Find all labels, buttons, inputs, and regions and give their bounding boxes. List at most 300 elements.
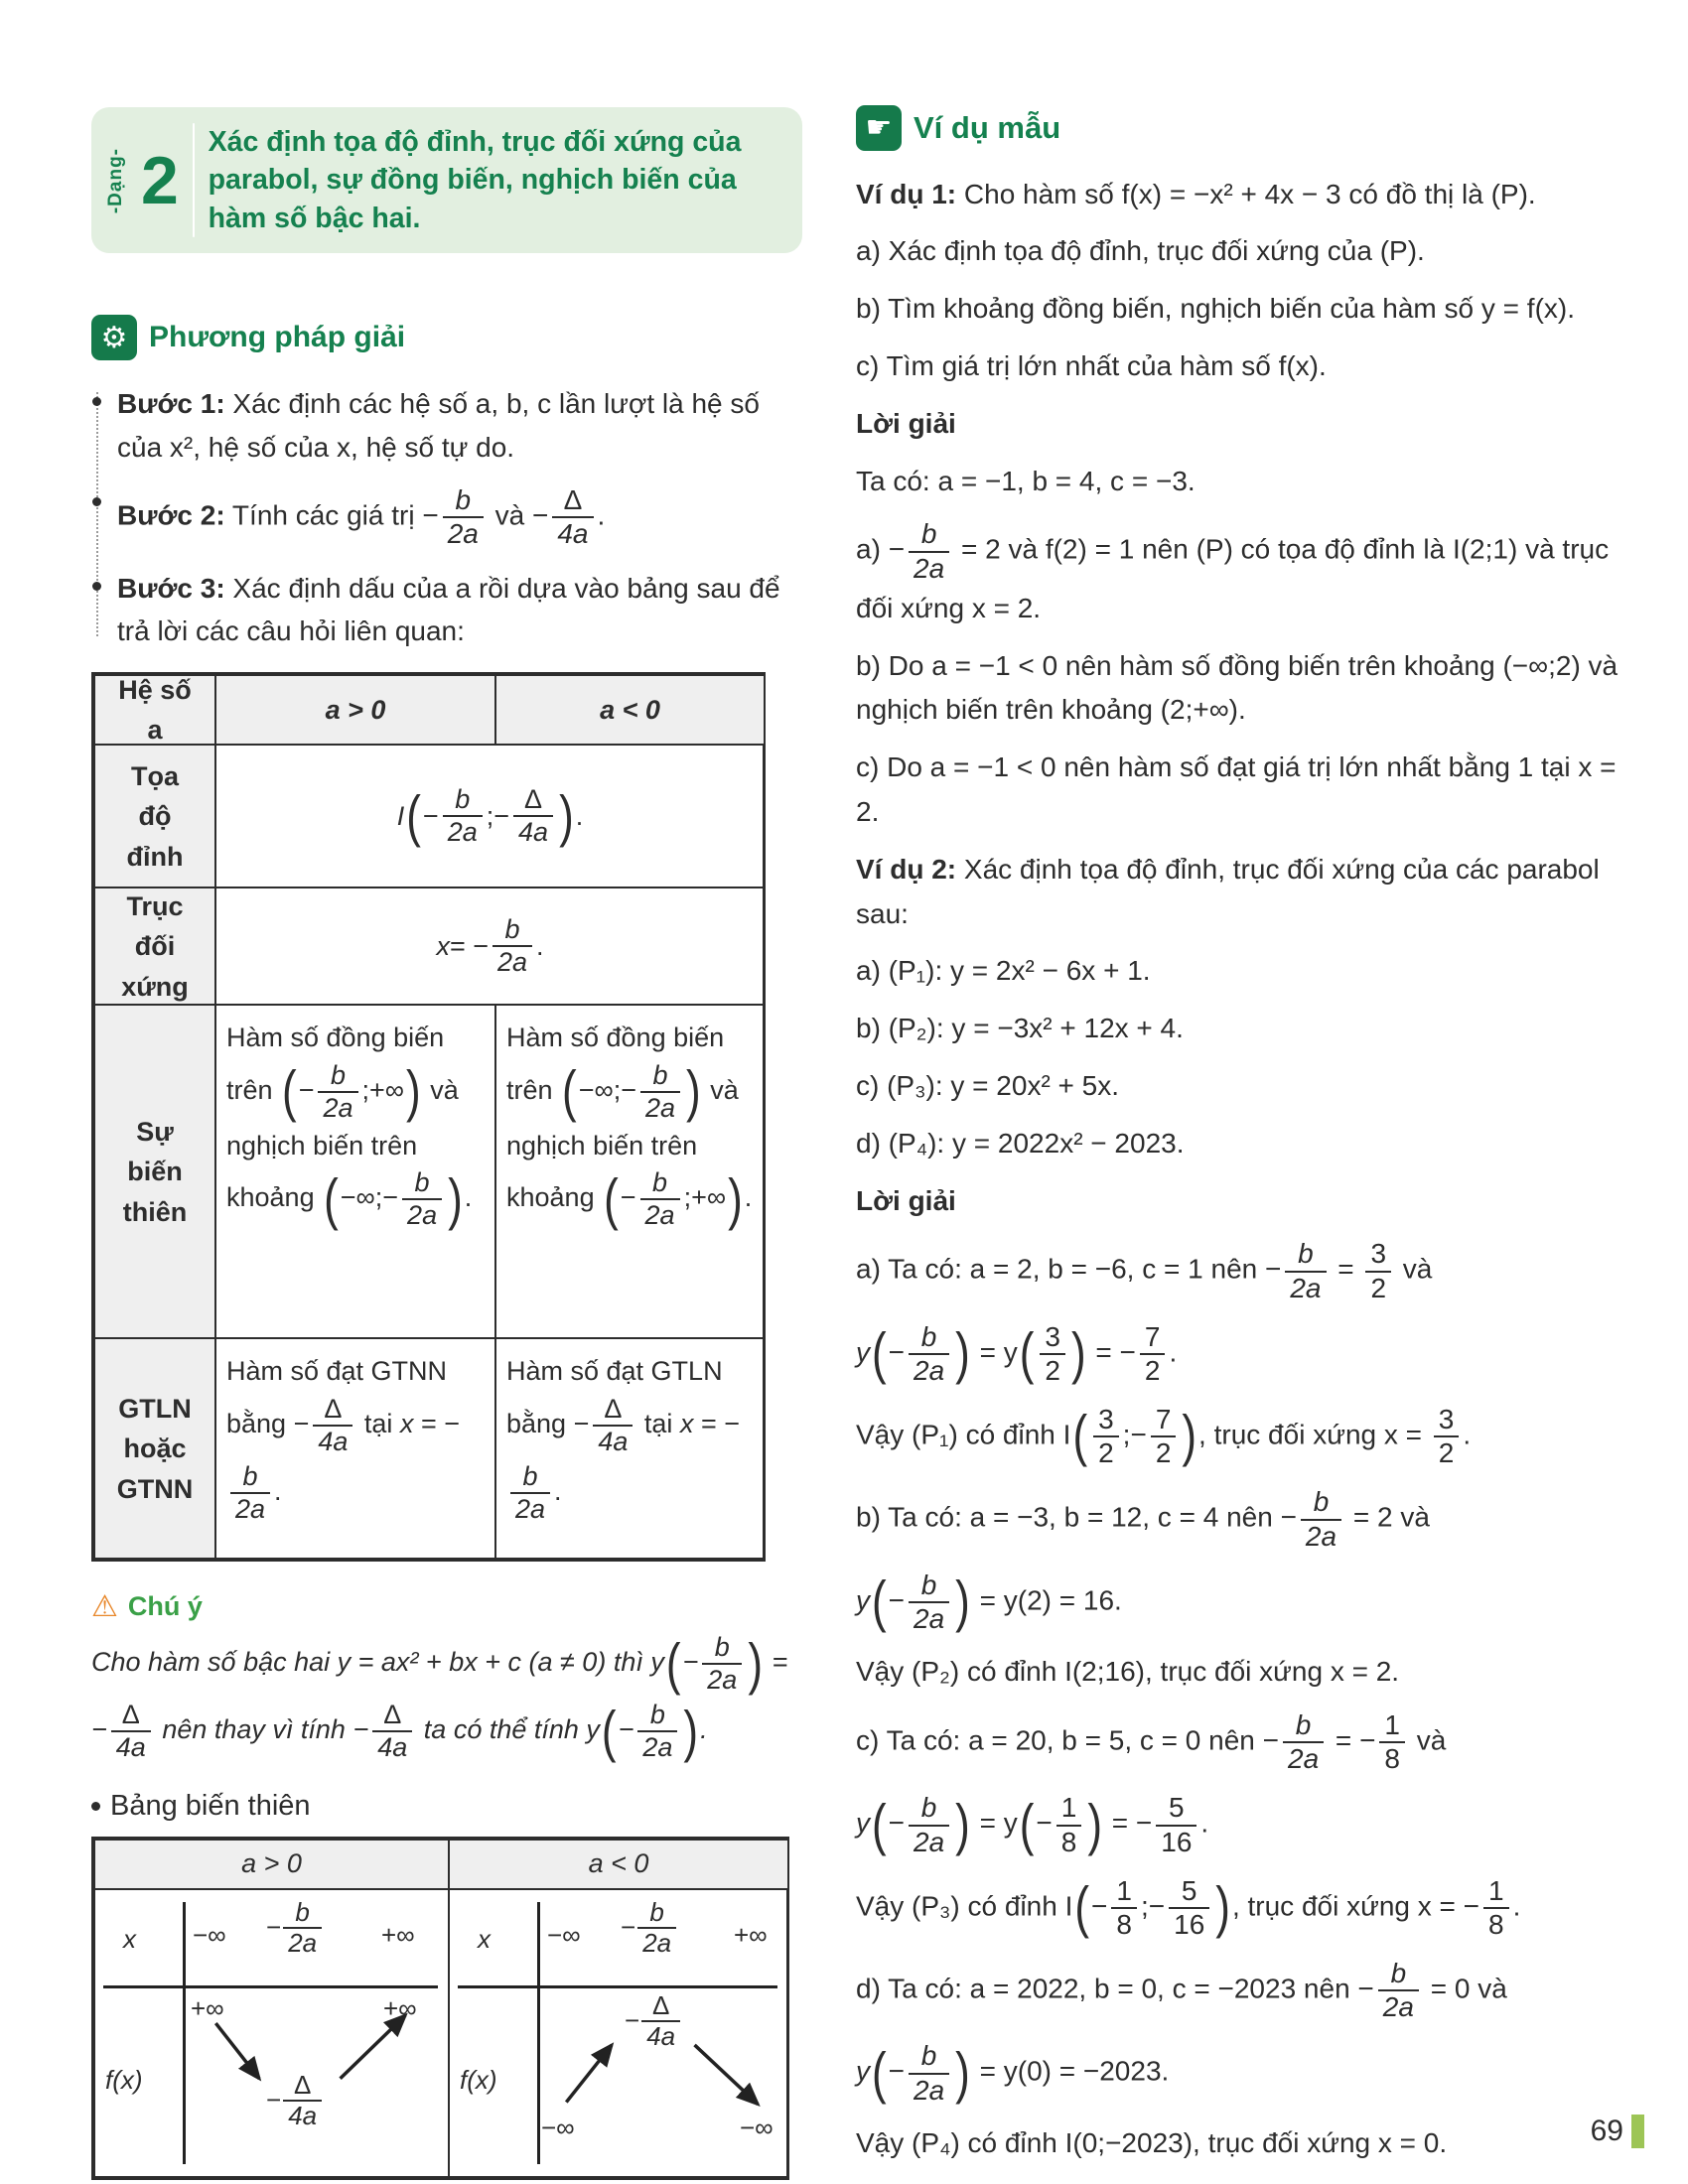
right-paren: ) bbox=[728, 1167, 743, 1231]
step-2-text: Tính các giá trị bbox=[224, 499, 423, 531]
fraction-denominator: 2a bbox=[402, 1198, 442, 1231]
fraction-denominator: 2 bbox=[1434, 1435, 1460, 1469]
fraction-delta-over-4a bbox=[372, 1700, 412, 1763]
fraction-b-over-2a bbox=[1301, 1486, 1341, 1552]
fraction-denominator: 2a bbox=[1285, 1271, 1326, 1304]
note-label: Chú ý bbox=[127, 1591, 203, 1622]
fraction-numerator: b bbox=[522, 1460, 538, 1491]
fraction-denominator: 2a bbox=[1378, 1989, 1419, 2023]
fraction-denominator: 4a bbox=[372, 1730, 412, 1763]
text: và nghịch biến trên khoảng bbox=[506, 1075, 739, 1213]
step-2-label: Bước 2: bbox=[117, 499, 225, 531]
step-2-and: và bbox=[487, 499, 532, 531]
right-paren: ) bbox=[1087, 1793, 1102, 1857]
vertex-I: I bbox=[396, 801, 405, 832]
semicolon-minus: ;− bbox=[486, 801, 510, 832]
semicolon-minus: ;− bbox=[1122, 1419, 1147, 1450]
banner-divider bbox=[193, 123, 195, 237]
fx-row-label: f(x) bbox=[460, 2064, 497, 2095]
text: c) Ta có: a = 20, b = 5, c = 0 nên bbox=[856, 1724, 1263, 1756]
row-label-extremum bbox=[94, 1338, 215, 1559]
axis-formula-cell bbox=[215, 887, 765, 1005]
text: ta có thể tính y bbox=[416, 1714, 600, 1745]
page-number-value: 69 bbox=[1590, 2115, 1623, 2147]
fraction-denominator: 2a bbox=[640, 1198, 680, 1231]
minus-sign: − bbox=[618, 1714, 634, 1745]
fraction-denominator: 2a bbox=[640, 1091, 680, 1124]
example-2-item-b: b) (P₂): y = −3x² + 12x + 4. bbox=[856, 1013, 1184, 1044]
step-3 bbox=[117, 567, 800, 653]
solution-2a-line-2 bbox=[856, 1319, 1636, 1389]
fraction-b-over-2a bbox=[1285, 1238, 1326, 1303]
fraction-denominator: 2a bbox=[702, 1663, 742, 1696]
fraction-numerator: b bbox=[455, 484, 472, 516]
step-1-label: Bước 1: bbox=[117, 388, 225, 420]
right-paren: ) bbox=[683, 1700, 699, 1763]
fraction-numerator: b bbox=[242, 1460, 258, 1491]
fraction-delta-over-4a bbox=[593, 1394, 633, 1457]
section-type-banner bbox=[91, 107, 802, 253]
text: và nghịch biến trên khoảng bbox=[226, 1075, 459, 1213]
fraction-numerator: b bbox=[920, 1792, 937, 1824]
text: b) Ta có: a = −3, b = 12, c = 4 nên bbox=[856, 1502, 1281, 1534]
variation-table-bullet bbox=[91, 1790, 800, 1823]
left-paren: ( bbox=[406, 784, 421, 848]
example-1-statement bbox=[856, 173, 1636, 217]
fraction-b-over-2a bbox=[1378, 1958, 1419, 2023]
text: và bbox=[1409, 1724, 1447, 1756]
text: = 2 và bbox=[1345, 1502, 1430, 1534]
row-label-vertex bbox=[94, 745, 215, 887]
example-1-question-c: c) Tìm giá trị lớn nhất của hàm số f(x). bbox=[856, 349, 1327, 381]
fraction-denominator: 2a bbox=[230, 1492, 270, 1525]
variation-diagram-a-positive bbox=[94, 1889, 449, 2177]
extremum-a-negative-cell bbox=[495, 1338, 765, 1559]
bullet-dot bbox=[92, 497, 101, 506]
right-paren: ) bbox=[1182, 1405, 1197, 1468]
fraction-numerator: b bbox=[920, 1320, 937, 1352]
fraction-b-over-2a bbox=[640, 1167, 680, 1231]
fraction-denominator: 2a bbox=[909, 1353, 949, 1387]
minus-sign: − bbox=[352, 1714, 369, 1745]
fraction-denominator: 16 bbox=[1156, 1825, 1196, 1858]
right-paren: ) bbox=[955, 1570, 970, 1634]
fraction-denominator: 4a bbox=[552, 516, 593, 550]
variation-header-a-positive: a > 0 bbox=[94, 1840, 449, 1889]
fraction-3-over-2 bbox=[1093, 1404, 1119, 1469]
fraction-numerator: 5 bbox=[1169, 1792, 1185, 1824]
minus-sign: − bbox=[625, 2004, 640, 2035]
minus-sign: − bbox=[1280, 1502, 1297, 1534]
right-paren: ) bbox=[448, 1167, 463, 1231]
fraction-denominator: 2a bbox=[443, 815, 483, 848]
text: Hàm số đồng biến trên bbox=[506, 1023, 725, 1106]
left-paren: ( bbox=[324, 1167, 339, 1231]
fraction-delta-over-4a bbox=[283, 2071, 322, 2132]
fraction-denominator: 2a bbox=[909, 1825, 949, 1858]
fraction-numerator: 3 bbox=[1370, 1238, 1387, 1270]
example-1-question-b: b) Tìm khoảng đồng biến, nghịch biến của hàm số y = f(x). bbox=[856, 293, 1576, 325]
note-heading bbox=[91, 1591, 800, 1622]
fraction-7-over-2 bbox=[1140, 1321, 1166, 1387]
plus-infinity: +∞ bbox=[383, 1992, 417, 2023]
text: , trục đối xứng x = bbox=[1198, 1419, 1430, 1450]
header-label: Hệ số a bbox=[118, 674, 192, 746]
plus-infinity: +∞ bbox=[191, 1992, 224, 2023]
example-2-item-c: c) (P₃): y = 20x² + 5x. bbox=[856, 1069, 1120, 1101]
fraction-b-over-2a bbox=[637, 1898, 676, 1960]
left-paren: ( bbox=[282, 1059, 297, 1124]
var-y: y bbox=[856, 1336, 870, 1368]
fraction-delta-over-4a bbox=[513, 784, 553, 848]
fraction-denominator: 2 bbox=[1151, 1435, 1177, 1469]
right-paren: ) bbox=[1215, 1875, 1230, 1940]
solution-2a-line-3 bbox=[856, 1402, 1636, 1471]
dang-vertical-label: -Dạng- bbox=[105, 147, 126, 213]
left-paren: ( bbox=[665, 1632, 681, 1696]
period: . bbox=[1512, 1890, 1521, 1922]
row-label: Trục đối xứng bbox=[121, 890, 189, 1002]
minus-infinity-semicolon: −∞;− bbox=[340, 1182, 399, 1213]
text: và bbox=[1395, 1253, 1433, 1285]
minus-sign: − bbox=[422, 801, 439, 832]
equals-minus: = − bbox=[413, 1409, 460, 1439]
text: = y(2) = 16. bbox=[971, 1584, 1122, 1616]
fraction-denominator: 2a bbox=[492, 945, 532, 978]
semicolon-plus-infinity: ;+∞ bbox=[361, 1075, 405, 1106]
minus-infinity: −∞ bbox=[541, 2112, 575, 2142]
vertex-formula-cell bbox=[215, 745, 765, 887]
fraction-1-over-8 bbox=[1056, 1792, 1082, 1857]
fraction-1-over-8 bbox=[1111, 1875, 1137, 1941]
fraction-b-over-2a bbox=[909, 1321, 949, 1387]
variation-table-label: Bảng biến thiên bbox=[110, 1789, 311, 1822]
text: nên thay vì tính bbox=[154, 1714, 353, 1745]
right-paren: ) bbox=[559, 784, 574, 848]
minus-infinity: −∞ bbox=[193, 1919, 226, 1950]
minus-sign: − bbox=[888, 1336, 906, 1368]
table-header-a-negative: a < 0 bbox=[495, 675, 765, 745]
section-title: Xác định tọa độ đỉnh, trục đối xứng của parabol, sự đồng biến, nghịch biến của hàm số bậc hai. bbox=[208, 126, 742, 234]
fraction-3-over-2 bbox=[1434, 1404, 1460, 1469]
fraction-denominator: 16 bbox=[1169, 1907, 1209, 1941]
fraction-numerator: b bbox=[455, 784, 471, 815]
warning-icon: ⚠ bbox=[91, 1589, 118, 1623]
variation-header-a-negative: a < 0 bbox=[449, 1840, 788, 1889]
right-paren: ) bbox=[955, 1793, 970, 1857]
minus-infinity-semicolon: −∞;− bbox=[578, 1075, 636, 1106]
equals: = bbox=[1330, 1253, 1362, 1285]
fraction-numerator: b bbox=[714, 1632, 730, 1663]
fraction-numerator: b bbox=[295, 1896, 310, 1927]
fraction-numerator: b bbox=[1390, 1958, 1407, 1989]
fraction-denominator: 4a bbox=[593, 1425, 633, 1457]
fraction-numerator: b bbox=[920, 1569, 937, 1600]
method-heading-label: Phương pháp giải bbox=[149, 321, 406, 354]
left-paren: ( bbox=[601, 1700, 617, 1763]
fraction-b-over-2a bbox=[637, 1700, 677, 1763]
fraction-delta-over-4a bbox=[111, 1700, 151, 1763]
solution-2c-line-1 bbox=[856, 1707, 1636, 1777]
solution-1-part-c: c) Do a = −1 < 0 nên hàm số đạt giá trị lớn nhất bằng 1 tại x = 2. bbox=[856, 751, 1617, 827]
fraction-numerator: b bbox=[649, 1700, 665, 1730]
minus-sign: − bbox=[888, 1807, 906, 1839]
minus-sign: − bbox=[422, 499, 439, 531]
solution-2b-line-1 bbox=[856, 1484, 1636, 1554]
fraction-b-over-2a bbox=[402, 1167, 442, 1231]
fraction-b-over-2a bbox=[283, 1898, 322, 1960]
example-1-question-a: a) Xác định tọa độ đỉnh, trục đối xứng của (P). bbox=[856, 235, 1425, 267]
right-paren: ) bbox=[748, 1632, 763, 1696]
row-label-axis bbox=[94, 887, 215, 1005]
fraction-numerator: Δ bbox=[524, 784, 543, 815]
right-paren: ) bbox=[955, 1321, 970, 1386]
fraction-numerator: Δ bbox=[324, 1393, 343, 1424]
fraction-numerator: 5 bbox=[1181, 1874, 1197, 1906]
text: a) bbox=[856, 533, 889, 565]
var-y: y bbox=[856, 2056, 870, 2088]
solution-1-intro: Ta có: a = −1, b = 4, c = −3. bbox=[856, 465, 1196, 496]
variation-diagram-a-negative bbox=[449, 1889, 788, 2177]
row-label: Sự biến thiên bbox=[122, 1116, 188, 1227]
var-x: x bbox=[436, 931, 450, 962]
fraction-numerator: 7 bbox=[1155, 1404, 1172, 1435]
right-paren: ) bbox=[406, 1059, 421, 1124]
solution-2b-line-2 bbox=[856, 1568, 1636, 1637]
fraction-denominator: 2a bbox=[318, 1091, 357, 1124]
fraction-numerator: b bbox=[414, 1167, 430, 1198]
step-1-text: Xác định các hệ số a, b, c lần lượt là hệ số của x², hệ số của x, hệ số tự do. bbox=[117, 388, 760, 463]
row-label-monotonicity bbox=[94, 1005, 215, 1338]
left-paren: ( bbox=[562, 1059, 577, 1124]
x-row-label: x bbox=[123, 1923, 136, 1954]
fraction-b-over-2a bbox=[443, 784, 483, 848]
extremum-a-positive-cell bbox=[215, 1338, 495, 1559]
solution-2c-line-3 bbox=[856, 1873, 1636, 1943]
minus-sign: − bbox=[888, 1584, 906, 1616]
fraction-denominator: 4a bbox=[513, 815, 553, 848]
fraction-numerator: b bbox=[330, 1059, 346, 1090]
fraction-denominator: 8 bbox=[1483, 1907, 1509, 1941]
fraction-numerator: 7 bbox=[1144, 1320, 1161, 1352]
fraction-numerator: Δ bbox=[604, 1393, 623, 1424]
fraction-b-over-2a bbox=[318, 1060, 357, 1124]
period: . bbox=[536, 931, 544, 962]
equals-minus: = − bbox=[91, 1647, 788, 1745]
minus-sign: − bbox=[888, 2056, 906, 2088]
fraction-numerator: b bbox=[1295, 1708, 1312, 1740]
semicolon-plus-infinity: ;+∞ bbox=[683, 1182, 727, 1213]
fraction-numerator: Δ bbox=[121, 1700, 140, 1730]
example-2-item-a: a) (P₁): y = 2x² − 6x + 1. bbox=[856, 955, 1151, 987]
fraction-denominator: 2a bbox=[510, 1492, 550, 1525]
row-label: GTLN hoặc GTNN bbox=[116, 1393, 194, 1504]
minus-sign: − bbox=[1265, 1253, 1282, 1285]
equals-minus: = − bbox=[1328, 1724, 1376, 1756]
fraction-numerator: 1 bbox=[1384, 1708, 1400, 1740]
fraction-denominator: 2a bbox=[1301, 1519, 1341, 1553]
period: . bbox=[575, 801, 584, 832]
row-label: Tọa độ đỉnh bbox=[126, 760, 184, 872]
fraction-denominator: 2a bbox=[909, 1601, 949, 1635]
vertex-x-value bbox=[621, 1898, 678, 1960]
fx-row-label: f(x) bbox=[105, 2064, 143, 2095]
text: Hàm số đồng biến trên bbox=[226, 1023, 445, 1106]
equals-y: = y bbox=[971, 1336, 1018, 1368]
fraction-denominator: 2a bbox=[443, 516, 484, 550]
text: , trục đối xứng x = − bbox=[1231, 1890, 1480, 1922]
period: . bbox=[1200, 1807, 1209, 1839]
pointing-hand-icon bbox=[856, 105, 902, 151]
solution-2-heading: Lời giải bbox=[856, 1184, 956, 1216]
period: . bbox=[554, 1476, 562, 1507]
fraction-denominator: 2a bbox=[909, 551, 949, 585]
var-y: y bbox=[856, 1807, 870, 1839]
fraction-numerator: b bbox=[652, 1167, 668, 1198]
fraction-denominator: 2 bbox=[1093, 1435, 1119, 1469]
right-column bbox=[856, 103, 1636, 2179]
text: d) Ta có: a = 2022, b = 0, c = −2023 nên bbox=[856, 1973, 1358, 2004]
hand-glyph: ☛ bbox=[865, 110, 893, 144]
fraction-denominator: 4a bbox=[641, 2020, 680, 2052]
fraction-numerator: b bbox=[649, 1896, 664, 1927]
period: . bbox=[1463, 1419, 1472, 1450]
text: = y(0) = −2023. bbox=[971, 2056, 1170, 2088]
text: tại bbox=[636, 1409, 680, 1439]
fraction-numerator: b bbox=[920, 2040, 937, 2072]
equals-minus: = − bbox=[1104, 1807, 1153, 1839]
dang-number: 2 bbox=[141, 142, 179, 218]
solution-1-part-b: b) Do a = −1 < 0 nên hàm số đồng biến trên khoảng (−∞;2) và nghịch biến trên khoảng (2;+∞). bbox=[856, 649, 1618, 726]
minus-infinity: −∞ bbox=[547, 1919, 581, 1950]
text: Xác định tọa độ đỉnh, trục đối xứng của các parabol sau: bbox=[856, 853, 1600, 929]
text: Hàm số đạt GTNN bằng bbox=[226, 1356, 448, 1439]
fraction-b-over-2a bbox=[443, 484, 484, 550]
method-heading bbox=[91, 315, 800, 360]
var-x: x bbox=[399, 1409, 414, 1439]
fraction-7-over-2 bbox=[1151, 1404, 1177, 1469]
fraction-numerator: b bbox=[504, 914, 520, 945]
solution-2d-line-3: Vậy (P₄) có đỉnh I(0;−2023), trục đối xứng x = 0. bbox=[856, 2126, 1448, 2158]
solution-2d-line-1 bbox=[856, 1956, 1636, 2025]
table-header-coefficient bbox=[94, 675, 215, 745]
fraction-denominator: 2a bbox=[637, 1730, 677, 1763]
fraction-delta-over-4a bbox=[552, 484, 593, 550]
equals-minus: = − bbox=[693, 1409, 740, 1439]
plus-infinity: +∞ bbox=[734, 1919, 768, 1950]
left-paren: ( bbox=[1074, 1875, 1090, 1940]
fraction-b-over-2a bbox=[640, 1060, 680, 1124]
text: Vậy (P₁) có đỉnh I bbox=[856, 1419, 1071, 1450]
fraction-numerator: 1 bbox=[1060, 1792, 1077, 1824]
fraction-numerator: Δ bbox=[563, 484, 583, 516]
step-3-label: Bước 3: bbox=[117, 572, 225, 604]
step-1 bbox=[117, 382, 800, 469]
fraction-denominator: 4a bbox=[283, 2100, 322, 2131]
solution-1-part-a bbox=[856, 516, 1636, 630]
plus-infinity: +∞ bbox=[381, 1919, 415, 1950]
minus-sign: − bbox=[1036, 1807, 1053, 1839]
fraction-numerator: Δ bbox=[383, 1700, 402, 1730]
fraction-numerator: 3 bbox=[1438, 1404, 1455, 1435]
method-steps bbox=[91, 382, 800, 652]
fraction-b-over-2a bbox=[510, 1461, 550, 1525]
fraction-b-over-2a bbox=[909, 1570, 949, 1635]
period: . bbox=[464, 1182, 473, 1213]
minus-sign: − bbox=[620, 1182, 636, 1213]
solution-2a-line-1 bbox=[856, 1236, 1636, 1305]
fraction-numerator: Δ bbox=[651, 1989, 670, 2020]
minus-sign: − bbox=[621, 1911, 636, 1942]
minus-sign: − bbox=[682, 1647, 699, 1678]
period: . bbox=[744, 1182, 753, 1213]
monotonicity-a-negative-cell bbox=[495, 1005, 765, 1338]
example-1-label: Ví dụ 1: bbox=[856, 178, 957, 209]
examples-heading-label: Ví dụ mẫu bbox=[914, 110, 1061, 145]
fraction-numerator: 1 bbox=[1488, 1874, 1504, 1906]
fraction-denominator: 2a bbox=[637, 1927, 676, 1959]
equals-minus: = − bbox=[1087, 1336, 1136, 1368]
fraction-3-over-2 bbox=[1365, 1238, 1391, 1303]
var-x: x bbox=[679, 1409, 694, 1439]
minus-sign: − bbox=[1357, 1973, 1374, 2004]
semicolon-minus: ;− bbox=[1140, 1890, 1166, 1922]
left-paren: ( bbox=[604, 1167, 619, 1231]
fraction-b-over-2a bbox=[1283, 1709, 1324, 1775]
fraction-numerator: 3 bbox=[1045, 1320, 1060, 1352]
equals-minus: = − bbox=[449, 931, 489, 962]
example-2-label: Ví dụ 2: bbox=[856, 853, 957, 885]
fraction-numerator: 1 bbox=[1116, 1874, 1132, 1906]
fraction-denominator: 2a bbox=[283, 1927, 322, 1959]
gear-icon bbox=[91, 315, 137, 360]
minimum-value bbox=[266, 2071, 324, 2132]
minus-sign: − bbox=[298, 1075, 315, 1106]
minus-sign: − bbox=[266, 2084, 282, 2115]
example-2-item-d: d) (P₄): y = 2022x² − 2023. bbox=[856, 1127, 1185, 1159]
gear-glyph: ⚙ bbox=[100, 321, 128, 354]
fraction-b-over-2a bbox=[492, 914, 532, 978]
fraction-5-over-16 bbox=[1169, 1875, 1209, 1941]
solution-1-heading: Lời giải bbox=[856, 407, 956, 439]
fraction-denominator: 8 bbox=[1111, 1907, 1137, 1941]
equals-y: = y bbox=[971, 1807, 1018, 1839]
variation-table bbox=[91, 1837, 789, 2180]
step-2 bbox=[117, 482, 800, 552]
table-header-a-positive: a > 0 bbox=[215, 675, 495, 745]
page-number-bar bbox=[1631, 2115, 1644, 2148]
fraction-b-over-2a bbox=[702, 1632, 742, 1696]
fraction-1-over-8 bbox=[1483, 1875, 1509, 1941]
left-paren: ( bbox=[872, 2041, 887, 2106]
fraction-denominator: 8 bbox=[1379, 1741, 1405, 1775]
x-row-label: x bbox=[478, 1923, 491, 1954]
period: . bbox=[1169, 1336, 1178, 1368]
left-paren: ( bbox=[872, 1570, 887, 1634]
fraction-b-over-2a bbox=[909, 1792, 949, 1857]
page-number bbox=[1591, 2115, 1644, 2148]
minus-sign: − bbox=[888, 533, 906, 565]
fraction-denominator: 2 bbox=[1365, 1271, 1391, 1304]
solution-2b-line-3: Vậy (P₂) có đỉnh I(2;16), trục đối xứng x = 2. bbox=[856, 1656, 1400, 1688]
examples-heading bbox=[856, 103, 1636, 153]
fraction-numerator: b bbox=[1298, 1238, 1314, 1270]
solution-2c-line-2 bbox=[856, 1790, 1636, 1859]
text: Vậy (P₃) có đỉnh I bbox=[856, 1890, 1073, 1922]
fraction-numerator: 3 bbox=[1098, 1404, 1114, 1435]
left-paren: ( bbox=[872, 1793, 887, 1857]
fraction-denominator: 8 bbox=[1056, 1825, 1082, 1858]
